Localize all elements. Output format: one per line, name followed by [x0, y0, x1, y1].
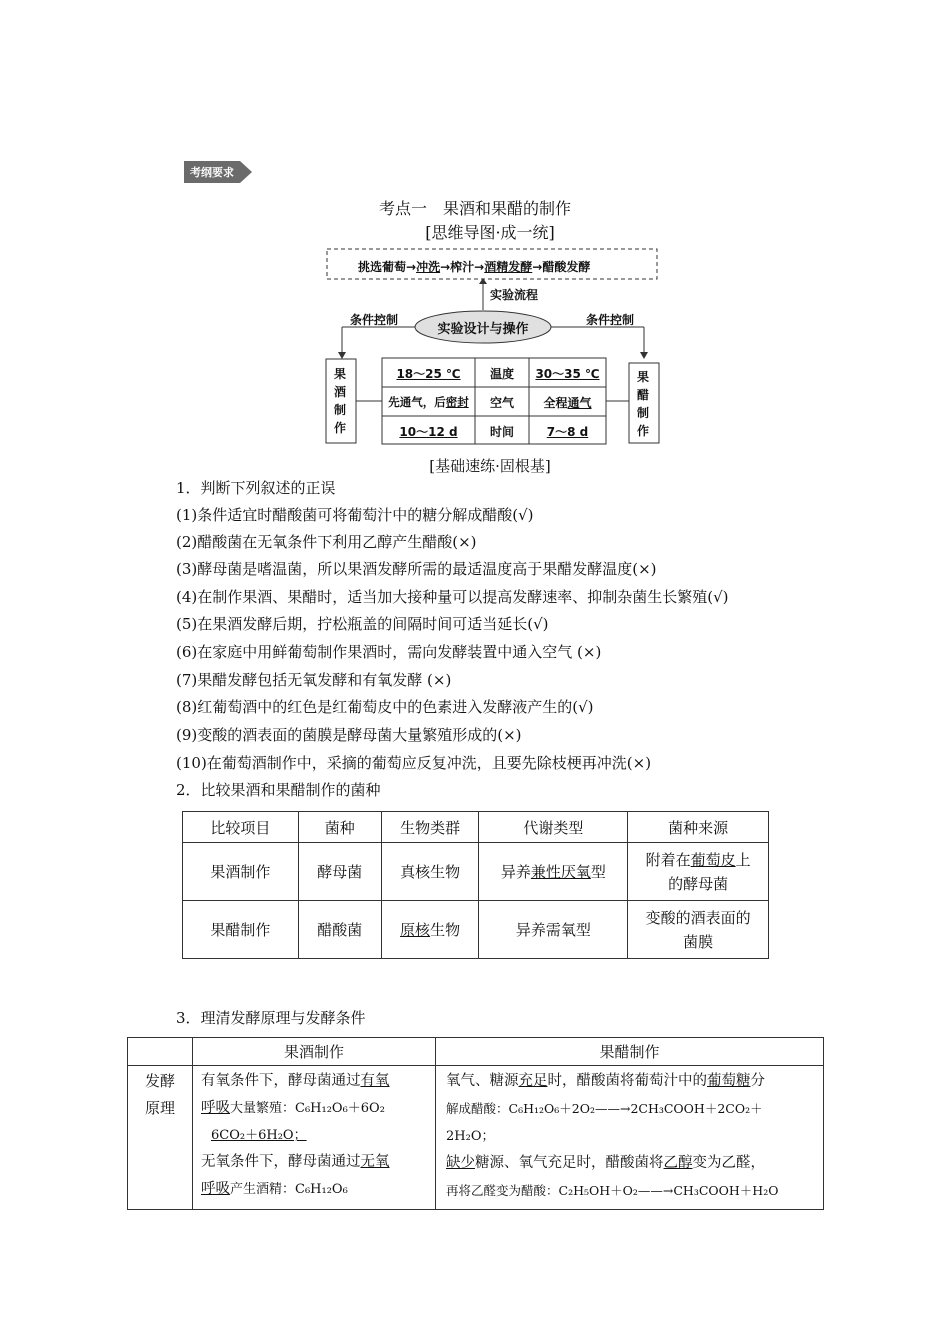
vinegar-making-box: 果醋制作 [637, 370, 650, 438]
flow-arrow: → [474, 260, 485, 274]
air-label: 空气 [489, 396, 514, 410]
flow-step-1: 挑选葡萄 [358, 260, 407, 274]
vinegar-time: 7～8 d [546, 425, 589, 439]
mindmap-title: [思维导图·成一统] [425, 223, 555, 242]
q1-item: (3)酵母菌是嗜温菌，所以果酒发酵所需的最适温度高于果醋发酵温度(×) [176, 560, 657, 578]
q1-item: (9)变酸的酒表面的菌膜是酵母菌大量繁殖形成的(×) [176, 726, 522, 744]
q2-cell: 果醋制作 [183, 901, 299, 959]
q1-item: (7)果醋发酵包括无氧发酵和有氧发酵 (×) [176, 671, 452, 689]
q2-cell: 异养需氧型 [479, 901, 628, 959]
q2-header: 生物类群 [381, 812, 479, 843]
q3-header-vinegar: 果醋制作 [436, 1038, 824, 1066]
q2-cell: 果酒制作 [183, 843, 299, 901]
q1-item: (6)在家庭中用鲜葡萄制作果酒时，需向发酵装置中通入空气 (×) [176, 643, 602, 661]
flow-arrow: → [406, 260, 417, 274]
q2-header: 代谢类型 [479, 812, 628, 843]
q3-header-wine: 果酒制作 [193, 1038, 436, 1066]
diagram-lines [320, 246, 665, 451]
q1-title: 1．判断下列叙述的正误 [176, 479, 336, 497]
exam-requirement-tag [184, 161, 252, 183]
q1-item: (2)醋酸菌在无氧条件下利用乙醇产生醋酸(×) [176, 533, 477, 551]
q3-wine-principle: 有氧条件下，酵母菌通过有氧 呼吸大量繁殖：C₆H₁₂O₆＋6O₂ 6CO₂＋6H₂O； 无氧条件下，酵母菌通过无氧 呼吸产生酒精：C₆H₁₂O₆ [193, 1066, 436, 1210]
q2-cell: 酵母菌 [298, 843, 381, 901]
vinegar-temperature: 30～35 ℃ [535, 367, 600, 381]
q3-corner [128, 1038, 193, 1066]
experiment-flow-label: 实验流程 [490, 288, 539, 302]
q2-cell: 异养兼性厌氧型 [479, 843, 628, 901]
q2-cell: 附着在葡萄皮上 的酵母菌 [628, 843, 769, 901]
q2-cell: 变酸的酒表面的 菌膜 [628, 901, 769, 959]
q1-item: (8)红葡萄酒中的红色是红葡萄皮中的色素进入发酵液产生的(√) [176, 698, 594, 716]
q3-table [127, 1037, 824, 1210]
q1-item: (10)在葡萄酒制作中，采摘的葡萄应反复冲洗，且要先除枝梗再冲洗(×) [176, 754, 652, 772]
vinegar-air: 全程通气 [543, 396, 592, 410]
flow-step-2: 冲洗 [416, 260, 441, 274]
q3-vinegar-principle: 氧气、糖源充足时，醋酸菌将葡萄汁中的葡萄糖分 解成醋酸：C₆H₁₂O₆＋2O₂——→2CH₃COOH＋2CO₂＋ 2H₂O； 缺少糖源、氧气充足时，醋酸菌将乙醇变为乙醛， 再将乙醛变为醋酸：C₂H₅OH＋O₂——→CH₃COOH＋H₂O [436, 1066, 824, 1210]
tag-label: 考纲要求 [190, 166, 234, 179]
condition-left-label: 条件控制 [350, 313, 399, 327]
wine-time: 10～12 d [399, 425, 458, 439]
q2-cell: 醋酸菌 [298, 901, 381, 959]
flow-step-4: 酒精发酵 [484, 260, 533, 274]
q2-cell: 原核生物 [381, 901, 479, 959]
temperature-label: 温度 [489, 367, 514, 381]
q2-header: 菌种 [298, 812, 381, 843]
q2-table [182, 811, 769, 959]
flow-arrow: → [440, 260, 451, 274]
flow-chain [358, 258, 590, 275]
mindmap-diagram [320, 246, 665, 451]
center-node: 实验设计与操作 [437, 322, 529, 337]
wine-air: 先通气，后密封 [388, 395, 469, 409]
q1-item: (4)在制作果酒、果醋时，适当加大接种量可以提高发酵速率、抑制杂菌生长繁殖(√) [176, 588, 729, 606]
wine-making-box: 果酒制作 [334, 367, 347, 435]
q3-row-label: 发酵 原理 [128, 1066, 193, 1210]
flow-step-3: 榨汁 [450, 260, 475, 274]
basics-title: [基础速练·固根基] [429, 457, 551, 475]
q2-title: 2．比较果酒和果醋制作的菌种 [176, 781, 381, 799]
section-title: 考点一 果酒和果醋的制作 [378, 199, 571, 218]
q3-title: 3．理清发酵原理与发酵条件 [176, 1009, 366, 1027]
q1-item: (5)在果酒发酵后期，拧松瓶盖的间隔时间可适当延长(√) [176, 615, 549, 633]
q1-item: (1)条件适宜时醋酸菌可将葡萄汁中的糖分解成醋酸(√) [176, 506, 534, 524]
flow-step-5: 醋酸发酵 [542, 260, 591, 274]
wine-temperature: 18～25 ℃ [396, 367, 461, 381]
flow-arrow: → [532, 260, 543, 274]
time-label: 时间 [489, 425, 514, 439]
q2-cell: 真核生物 [381, 843, 479, 901]
q2-header: 菌种来源 [628, 812, 769, 843]
condition-right-label: 条件控制 [586, 313, 635, 327]
q2-header: 比较项目 [183, 812, 299, 843]
